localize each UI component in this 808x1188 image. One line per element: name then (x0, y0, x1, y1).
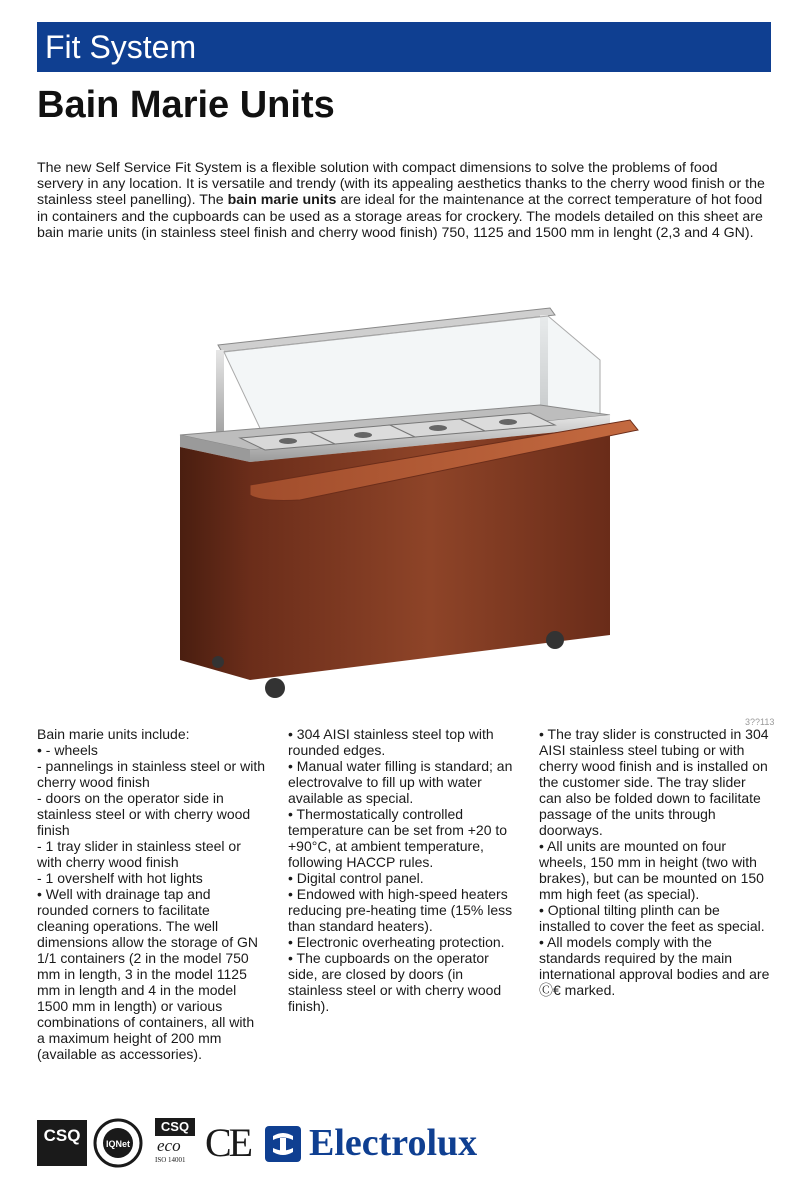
column-3 (539, 726, 771, 998)
electrolux-icon (265, 1126, 301, 1162)
col2-line: • Manual water filling is standard; an electrovalve to fill up with water available as special. (288, 758, 513, 806)
col3-line: • The tray slider is constructed in 304 AISI stainless steel tubing or with cherry wood finish and is installed on the customer side. The tray slider can also be folded down to facilitate passage of the units through doorways. (539, 726, 769, 838)
col1-line: - 1 overshelf with hot lights (37, 870, 203, 886)
page-title: Bain Marie Units (37, 84, 335, 126)
footer-logos (37, 1118, 557, 1168)
iqnet-label: IQNet (105, 1139, 131, 1149)
csq-eco-logo (155, 1118, 199, 1168)
col3-line: • All units are mounted on four wheels, 150 mm in height (two with brakes), but can be mounted on 150 mm high feet (as special). (539, 838, 764, 902)
iqnet-logo (93, 1118, 143, 1168)
column-2 (288, 726, 520, 1014)
intro-bold-term: bain marie units (227, 192, 337, 209)
col2-line: • 304 AISI stainless steel top with rounded edges. (288, 726, 494, 758)
column-1 (37, 726, 265, 1062)
col1-line: Bain marie units include: (37, 726, 190, 742)
col1-line: • - wheels (37, 742, 98, 758)
col3-line: • All models comply with the standards required by the main international approval bodies and are Ⓒ€ marked. (539, 934, 770, 998)
col1-line: - doors on the operator side in stainless steel or with cherry wood finish (37, 790, 251, 838)
intro-text-2: are ideal for the maintenance at the correct temperature of hot food in containers and the cupboards can be used as a storage areas for crockery. The models detailed on this sheet are bain marie units (in stainless steel finish and cherry wood finish) 750, 1125 and 1500 mm in lenght (2,3 and 4 GN). (37, 192, 763, 241)
col2-line: • Digital control panel. (288, 870, 424, 886)
electrolux-wordmark: Electrolux (309, 1122, 478, 1164)
col2-line: • The cupboards on the operator side, are closed by doors (in stainless steel or with cherry wood finish). (288, 950, 502, 1014)
csq-label: CSQ (43, 1126, 81, 1145)
csq-eco-box: CSQ (155, 1118, 195, 1136)
col1-line: - pannelings in stainless steel or with cherry wood finish (37, 758, 266, 790)
col3-line: • Optional tilting plinth can be installed to cover the feet as special. (539, 902, 765, 934)
col1-line: • Well with drainage tap and rounded corners to facilitate cleaning operations. The well dimensions allow the storage of GN 1/1 containers (2 in the model 750 mm in length, 3 in the model 1125 mm in length and 4 in the model 1500 mm in length) or various combinations of containers, all with a maximum height of 200 mm (available as accessories). (37, 886, 258, 1062)
section-title: Fit System (45, 29, 197, 65)
product-photo (160, 290, 660, 710)
iso-label: ISO 14001 (155, 1156, 186, 1164)
ce-mark: CE (205, 1120, 251, 1165)
col1-line: - 1 tray slider in stainless steel or with cherry wood finish (37, 838, 241, 870)
col2-line: • Electronic overheating protection. (288, 934, 505, 950)
eco-label: eco (157, 1136, 181, 1155)
intro-text-1: The new Self Service Fit System is a flexible solution with compact dimensions to solve the problems of food servery in any location. It is versatile and trendy (with its appealing aesthetics thanks to the cherry wood finish or the stainless steel panelling). The (37, 160, 765, 209)
intro-paragraph (37, 160, 767, 241)
csq-logo (37, 1120, 87, 1166)
col2-line: • Thermostatically controlled temperature can be set from +20 to +90°C, at ambient temperature, following HACCP rules. (288, 806, 508, 870)
section-banner (37, 22, 771, 72)
col2-line: • Endowed with high-speed heaters reducing pre-heating time (15% less than standard heaters). (288, 886, 513, 934)
image-code: 3??113 (745, 717, 775, 727)
